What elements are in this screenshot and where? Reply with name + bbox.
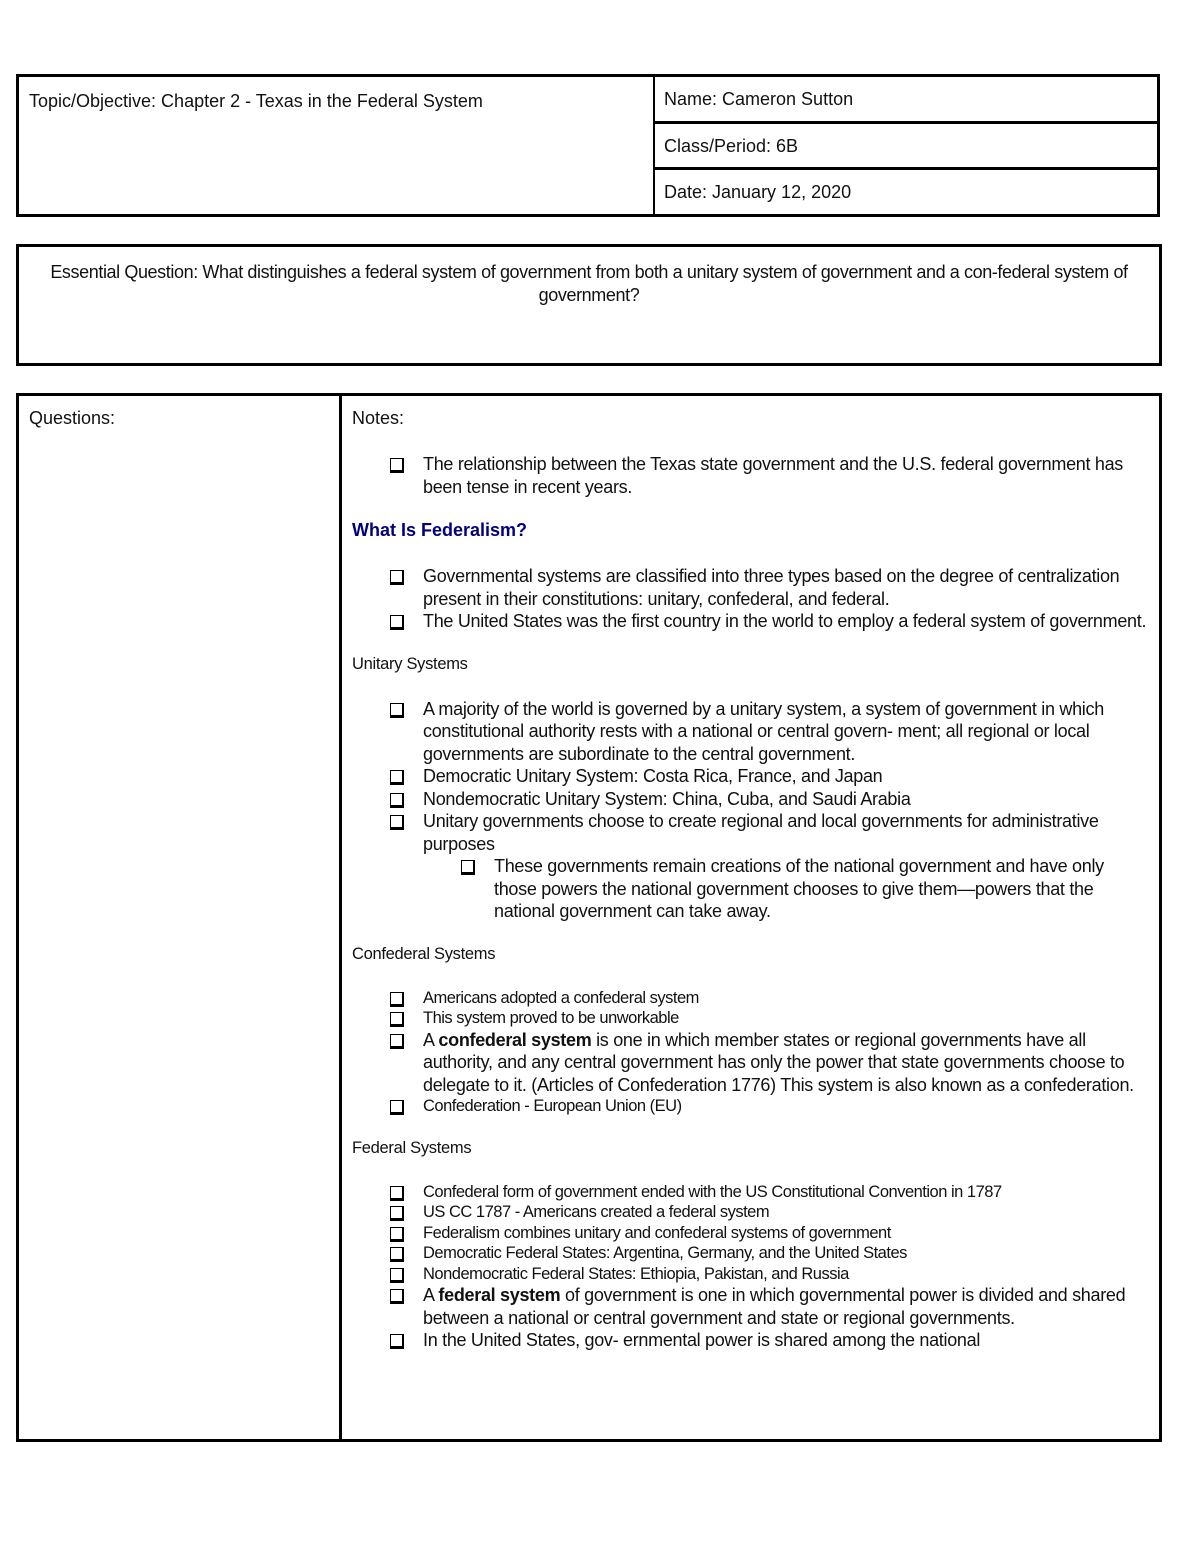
- list-item: A majority of the world is governed by a unitary system, a system of government in which constitutional authority rests with a national or central govern- ment; all regional or local governments are subordinate to the central government.: [387, 698, 1149, 766]
- checkbox-square-icon: [390, 1100, 404, 1115]
- checkbox-square-icon: [390, 1289, 404, 1304]
- subheading-unitary: Unitary Systems: [352, 654, 468, 673]
- checkbox-square-icon: [390, 458, 404, 473]
- student-name: Name: Cameron Sutton: [655, 77, 1157, 124]
- term-confederal-system: confederal system: [438, 1029, 592, 1050]
- cornell-notes-table: [16, 393, 1162, 1442]
- term-federal-system: federal system: [438, 1285, 561, 1305]
- checkbox-square-icon: [390, 770, 404, 785]
- list-item: Americans adopted a confederal system: [387, 988, 1149, 1009]
- header-table: [16, 74, 1160, 217]
- notes-title: Notes:: [352, 408, 405, 428]
- checkbox-square-icon: [390, 1334, 404, 1349]
- checkbox-square-icon: [390, 1247, 404, 1262]
- date: Date: January 12, 2020: [664, 182, 852, 203]
- essential-question: Essential Question: What distinguishes a federal system of government from both a unitary system of government and a con-federal system of government?: [16, 244, 1162, 366]
- list-item: Federalism combines unitary and confederal systems of government: [387, 1223, 1149, 1244]
- checkbox-square-icon: [390, 570, 404, 585]
- checkbox-square-icon: [390, 1268, 404, 1283]
- subheading-federal: Federal Systems: [352, 1138, 472, 1157]
- list-item: This system proved to be unworkable: [387, 1008, 1149, 1029]
- federal-list: [352, 1182, 1149, 1352]
- unitary-sublist: [423, 855, 1149, 923]
- student-info: [655, 77, 1157, 214]
- list-item: Democratic Federal States: Argentina, Germany, and the United States: [387, 1243, 1149, 1264]
- checkbox-square-icon: [390, 703, 404, 718]
- list-item: Unitary governments choose to create regional and local governments for administrative purposes These governments remain creations of the national government and have only those powers the national government chooses to give them—powers that the national government can take away.: [387, 810, 1149, 923]
- checkbox-square-icon: [390, 615, 404, 630]
- checkbox-square-icon: [461, 860, 475, 875]
- checkbox-square-icon: [390, 815, 404, 830]
- checkbox-square-icon: [390, 1186, 404, 1201]
- checkbox-square-icon: [390, 793, 404, 808]
- list-item: Confederation - European Union (EU): [387, 1096, 1149, 1117]
- list-item: A confederal system is one in which member states or regional governments have all authority, and any central government has only the power that state governments choose to delegate to it. (Articles of Confederation 1776) This system is also known as a confederation.: [387, 1029, 1149, 1097]
- section-heading-federalism: What Is Federalism?: [352, 520, 528, 540]
- list-item: In the United States, gov- ernmental power is shared among the national: [387, 1329, 1149, 1352]
- questions-title: Questions:: [29, 408, 116, 428]
- list-item: Nondemocratic Federal States: Ethiopia, Pakistan, and Russia: [387, 1264, 1149, 1285]
- unitary-list: [352, 698, 1149, 923]
- topic-objective: Topic/Objective: Chapter 2 - Texas in the Federal System: [19, 77, 655, 214]
- notes-column: [342, 396, 1159, 1439]
- intro-list: [352, 453, 1149, 498]
- list-item: Democratic Unitary System: Costa Rica, France, and Japan: [387, 765, 1149, 788]
- subheading-confederal: Confederal Systems: [352, 944, 496, 963]
- list-item: Governmental systems are classified into three types based on the degree of centralization present in their constitutions: unitary, confederal, and federal.: [387, 565, 1149, 610]
- questions-column: [19, 396, 342, 1439]
- list-item: These governments remain creations of the national government and have only those powers the national government chooses to give them—powers that the national government can take away.: [458, 855, 1149, 923]
- confederal-list: [352, 988, 1149, 1117]
- list-item: The United States was the first country in the world to employ a federal system of government.: [387, 610, 1149, 633]
- checkbox-square-icon: [390, 1012, 404, 1027]
- list-item: A federal system of government is one in which governmental power is divided and shared between a national or central government and state or regional governments.: [387, 1284, 1149, 1329]
- checkbox-square-icon: [390, 1206, 404, 1221]
- checkbox-square-icon: [390, 992, 404, 1007]
- class-period: Class/Period: 6B: [655, 124, 1157, 171]
- checkbox-square-icon: [390, 1034, 404, 1049]
- list-item: The relationship between the Texas state government and the U.S. federal government has been tense in recent years.: [387, 453, 1149, 498]
- checkbox-square-icon: [390, 1227, 404, 1242]
- list-item: Confederal form of government ended with the US Constitutional Convention in 1787: [387, 1182, 1149, 1203]
- list-item: Nondemocratic Unitary System: China, Cuba, and Saudi Arabia: [387, 788, 1149, 811]
- list-item: US CC 1787 - Americans created a federal system: [387, 1202, 1149, 1223]
- federalism-list: [352, 565, 1149, 633]
